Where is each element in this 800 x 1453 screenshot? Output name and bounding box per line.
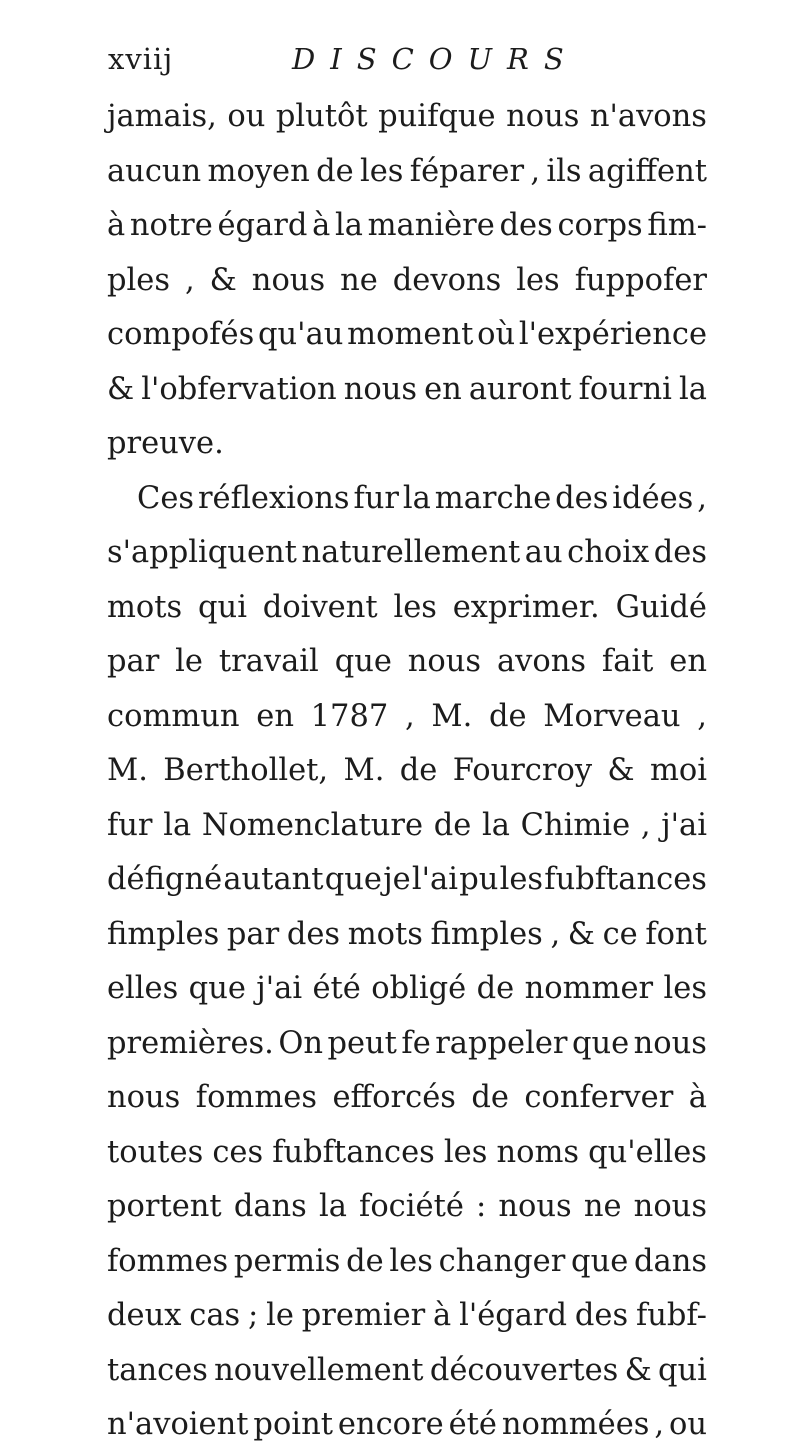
word: point [253,1407,333,1442]
word: M. [107,753,148,788]
word: la [482,807,510,843]
word: cas [189,1298,241,1333]
text-line [107,1126,707,1181]
word: ces [212,1134,264,1170]
word: idées [612,480,694,516]
text-line [107,145,707,200]
word: que [324,862,382,897]
word: & [107,371,135,407]
word: premier [301,1298,426,1333]
word: l'obfervation [141,371,337,407]
word: que [334,644,392,679]
word: défigné [107,862,223,897]
word: mots [347,916,423,952]
body-text [107,90,707,1453]
word: nous [343,371,418,407]
text-line [107,199,707,254]
word: découvertes [429,1352,619,1388]
text-line [107,1398,707,1453]
word: où [477,317,516,352]
word: fe [401,1025,431,1061]
word: aucun [107,153,202,189]
word: mots [107,589,183,625]
word: On [278,1025,323,1061]
word: de [346,1243,384,1279]
word: fuppofer [574,262,707,298]
word: toutes [107,1134,204,1170]
word: égard [217,208,308,243]
word: ce [602,916,638,952]
word: nous [107,1080,181,1115]
word: des [574,1298,629,1333]
word: la [318,1189,347,1224]
word: notre [129,208,213,243]
word: permis [233,1243,341,1279]
word: , [404,698,415,734]
word: compofés [107,317,255,352]
text-line [107,254,707,309]
word: nommer [524,971,654,1006]
text-line [107,1017,707,1072]
word: fubftances [544,862,707,897]
word: fociété [359,1189,464,1224]
word: de [476,971,515,1006]
word: réflexions [197,480,350,516]
word: & [567,916,595,952]
word: ne [340,262,378,298]
word: les [499,862,544,897]
word: premières. [107,1025,274,1061]
text-line [107,526,707,581]
word: par [226,916,280,952]
word: pu [459,862,499,897]
word: doivent [262,589,378,625]
word: corps [557,208,643,243]
page-header [108,42,668,86]
word: que [188,971,246,1006]
word: fommes [107,1243,229,1279]
word: avons [496,644,587,679]
word: jamais, [107,99,217,134]
word: exprimer. [452,589,600,625]
word: : [476,1189,487,1224]
word: à [312,208,331,243]
word: choix [567,535,650,570]
word: fim- [647,208,707,243]
word: moment [347,317,474,352]
word: en [256,698,294,734]
word: , [640,807,651,843]
word: dans [233,1189,307,1224]
word: , [184,262,195,298]
word: été [312,971,361,1006]
word: de [316,153,354,189]
word: l'égard [459,1298,568,1333]
word: fimples [107,916,220,952]
word: la [334,208,363,243]
text-line [107,635,707,690]
word: qui [198,589,247,625]
word: 1787 [310,698,389,734]
word: nous [633,1025,707,1061]
text-line [107,417,707,472]
word: changer [438,1243,566,1279]
word: rappeler [435,1025,568,1061]
word: M. [431,698,473,734]
text-line [107,1180,707,1235]
word: j'ai [661,807,707,843]
word: de [471,1080,509,1115]
word: auront [468,371,572,407]
word: noms [496,1134,580,1170]
word: féparer [409,153,525,189]
word: fourni [578,371,672,407]
word: des [653,535,707,570]
word: les [516,262,560,298]
word: agiffent [587,153,707,189]
word: puifque [378,99,496,134]
word: fimples [430,916,543,952]
word: peut [327,1025,397,1061]
word: ou [668,1407,707,1442]
word: devons [392,262,502,298]
word: l'ai [411,862,458,897]
word: que [571,1025,630,1061]
word: Chimie [520,807,631,843]
word: le [175,644,203,679]
word: fur [107,807,153,843]
word: en [424,371,462,407]
running-title: DISCOURS [292,42,579,76]
word: à [433,1298,452,1333]
word: la [163,807,192,843]
word: & [209,262,237,298]
word: les [359,153,404,189]
word: & [607,753,635,788]
word: dans [633,1243,707,1279]
word: en [669,644,707,679]
text-line [107,472,707,527]
word: , [530,153,541,189]
word: font [645,916,707,952]
word: nous [633,1189,707,1224]
word: les [389,1243,433,1279]
text-line [107,308,707,363]
word: nommées [501,1407,650,1442]
word: à [688,1080,707,1115]
text-line [107,744,707,799]
word: nous [506,99,580,134]
word: Fourcroy [452,753,593,788]
word: par [107,644,160,679]
word: j'ai [256,971,303,1006]
word: des [286,916,341,952]
word: fait [601,644,654,679]
text-line [107,1344,707,1399]
word: les [663,971,707,1006]
page-number: xviij [108,42,174,76]
text-line [107,1071,707,1126]
word: les [443,1134,488,1170]
text-line [107,363,707,418]
word: manière [367,208,495,243]
word: des [555,480,609,516]
word: à [107,208,126,243]
word: le [266,1298,294,1333]
word: de [399,753,438,788]
word: nous [407,644,482,679]
word: moyen [207,153,310,189]
word: que [571,1243,629,1279]
word: fubf- [635,1298,707,1333]
word: , [697,698,707,734]
word: Ces [137,480,195,516]
word: commun [107,698,240,734]
word: tances [107,1352,208,1388]
word: la [402,480,431,516]
word: portent [107,1189,222,1224]
word: Morveau [543,698,681,734]
word: naturellement [301,535,521,570]
word: , [654,1407,665,1442]
word: ; [248,1298,259,1333]
text-line [107,581,707,636]
word: les [393,589,437,625]
text-line [107,1235,707,1290]
word: ne [583,1189,622,1224]
word: , [697,480,707,516]
word: ils [546,153,582,189]
word: nous [498,1189,572,1224]
word: plutôt [275,99,368,134]
word: conferver [524,1080,674,1115]
word: n'avons [589,99,707,134]
word: ou [227,99,266,134]
word: nous [251,262,326,298]
word: efforcés [332,1080,456,1115]
word: des [499,208,553,243]
word: & [624,1352,652,1388]
word: autant [223,862,324,897]
text-line [107,690,707,745]
word: la [678,371,707,407]
word: obligé [371,971,467,1006]
word: je [383,862,411,897]
word: nouvellement [214,1352,424,1388]
word: Berthollet, [163,753,329,788]
text-line [107,853,707,908]
word: n'avoient [107,1407,249,1442]
word: été [448,1407,497,1442]
text-line [107,1289,707,1344]
word: s'appliquent [107,535,297,570]
text-line [107,90,707,145]
word: qui [658,1352,707,1388]
word: l'expérience [518,317,707,352]
word: ples [107,262,170,298]
word: fubftances [272,1134,435,1170]
word: deux [107,1298,182,1333]
word: M. [343,753,385,788]
word: , [550,916,561,952]
word: Guidé [615,589,707,625]
word: fommes [195,1080,317,1115]
word: travail [218,644,319,679]
word: moi [649,753,707,788]
word: marche [434,480,552,516]
text-line [107,908,707,963]
word: de [488,698,527,734]
word: preuve. [107,426,224,461]
text-line [107,799,707,854]
word: qu'au [258,317,344,352]
word: qu'elles [588,1134,707,1170]
word: au [524,535,563,570]
word: Nomenclature [201,807,424,843]
word: elles [107,971,179,1006]
word: encore [337,1407,444,1442]
word: de [433,807,472,843]
text-line [107,962,707,1017]
word: fur [353,480,400,516]
